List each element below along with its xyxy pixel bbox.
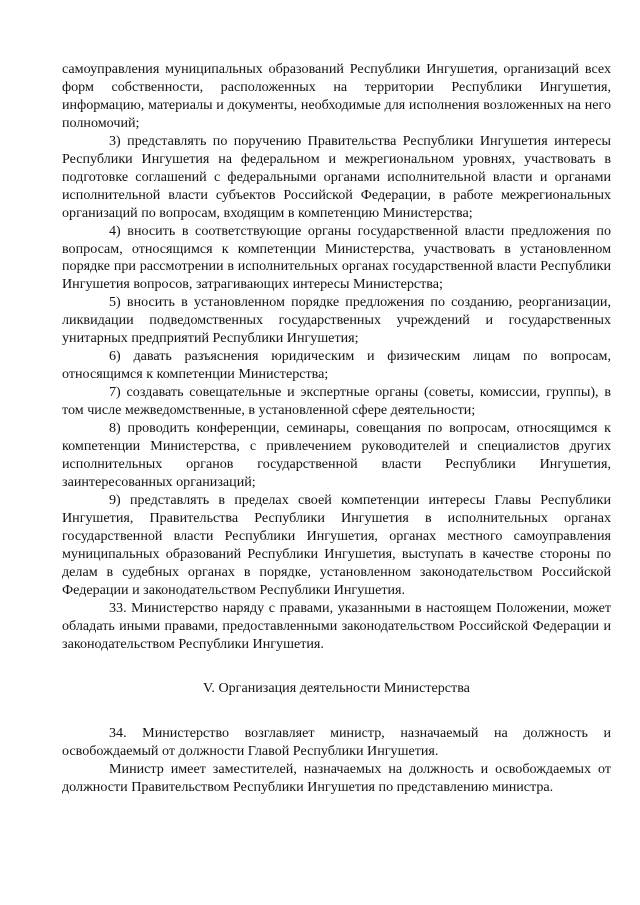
paragraph-continuation: самоуправления муниципальных образований Республики Ингушетия, организаций всех форм собственности, расположенных на территории Республики Ингушетия, информацию, материалы и документы, необходимые для исполнения возложенных на него полномочий; <box>62 61 611 131</box>
paragraph-item-6: 6) давать разъяснения юридическим и физическим лицам по вопросам, относящимся к компетенции Министерства; <box>62 348 611 383</box>
paragraph-clause-34: 34. Министерство возглавляет министр, назначаемый на должность и освобождаемый от должности Главой Республики Ингушетия. <box>62 725 611 760</box>
paragraph-item-9: 9) представлять в пределах своей компетенции интересы Главы Республики Ингушетия, Правительства Республики Ингушетия в исполнительных органах государственной власти Республики Ингушетия, органах местного самоуправления муниципальных образований Республики Ингушетия, выступать в качестве стороны по делам в судебных органах в порядке, установленном законодательством Российской Федерации и законодательством Республики Ингушетия. <box>62 491 611 598</box>
paragraph-item-4: 4) вносить в соответствующие органы государственной власти предложения по вопросам, относящимся к компетенции Министерства, участвовать в установленном порядке при рассмотрении в исполнительных органах государственной власти Республики Ингушетия вопросов, затрагивающих интересы Министерства; <box>62 222 611 293</box>
paragraph-deputies: Министр имеет заместителей, назначаемых на должность и освобождаемых от должности Правительством Республики Ингушетия по представлению министра. <box>62 761 611 796</box>
paragraph-item-5: 5) вносить в установленном порядке предложения по созданию, реорганизации, ликвидации подведомственных государственных учреждений и государственных унитарных предприятий Республики Ингушетия; <box>62 294 611 347</box>
paragraph-item-8: 8) проводить конференции, семинары, совещания по вопросам, относящимся к компетенции Министерства, с привлечением руководителей и специалистов других исполнительных органов государственной власти Республики Ингушетия, заинтересованных организаций; <box>62 420 611 490</box>
paragraph-item-7: 7) создавать совещательные и экспертные органы (советы, комиссии, группы), в том числе межведомственные, в установленной сфере деятельности; <box>62 384 611 419</box>
paragraph-clause-33: 33. Министерство наряду с правами, указанными в настоящем Положении, может обладать иными правами, предоставленными законодательством Российской Федерации и законодательством Республики Ингушетия. <box>62 599 611 652</box>
document-page <box>62 61 611 797</box>
paragraph-item-3: 3) представлять по поручению Правительства Республики Ингушетия интересы Республики Ингушетия на федеральном и межрегиональном уровнях, участвовать в подготовке соглашений с федеральными органами исполнительной власти и органами исполнительной власти субъектов Российской Федерации, в работе межрегиональных организаций по вопросам, входящим в компетенцию Министерства; <box>62 132 611 221</box>
section-heading: V. Организация деятельности Министерства <box>203 680 470 697</box>
